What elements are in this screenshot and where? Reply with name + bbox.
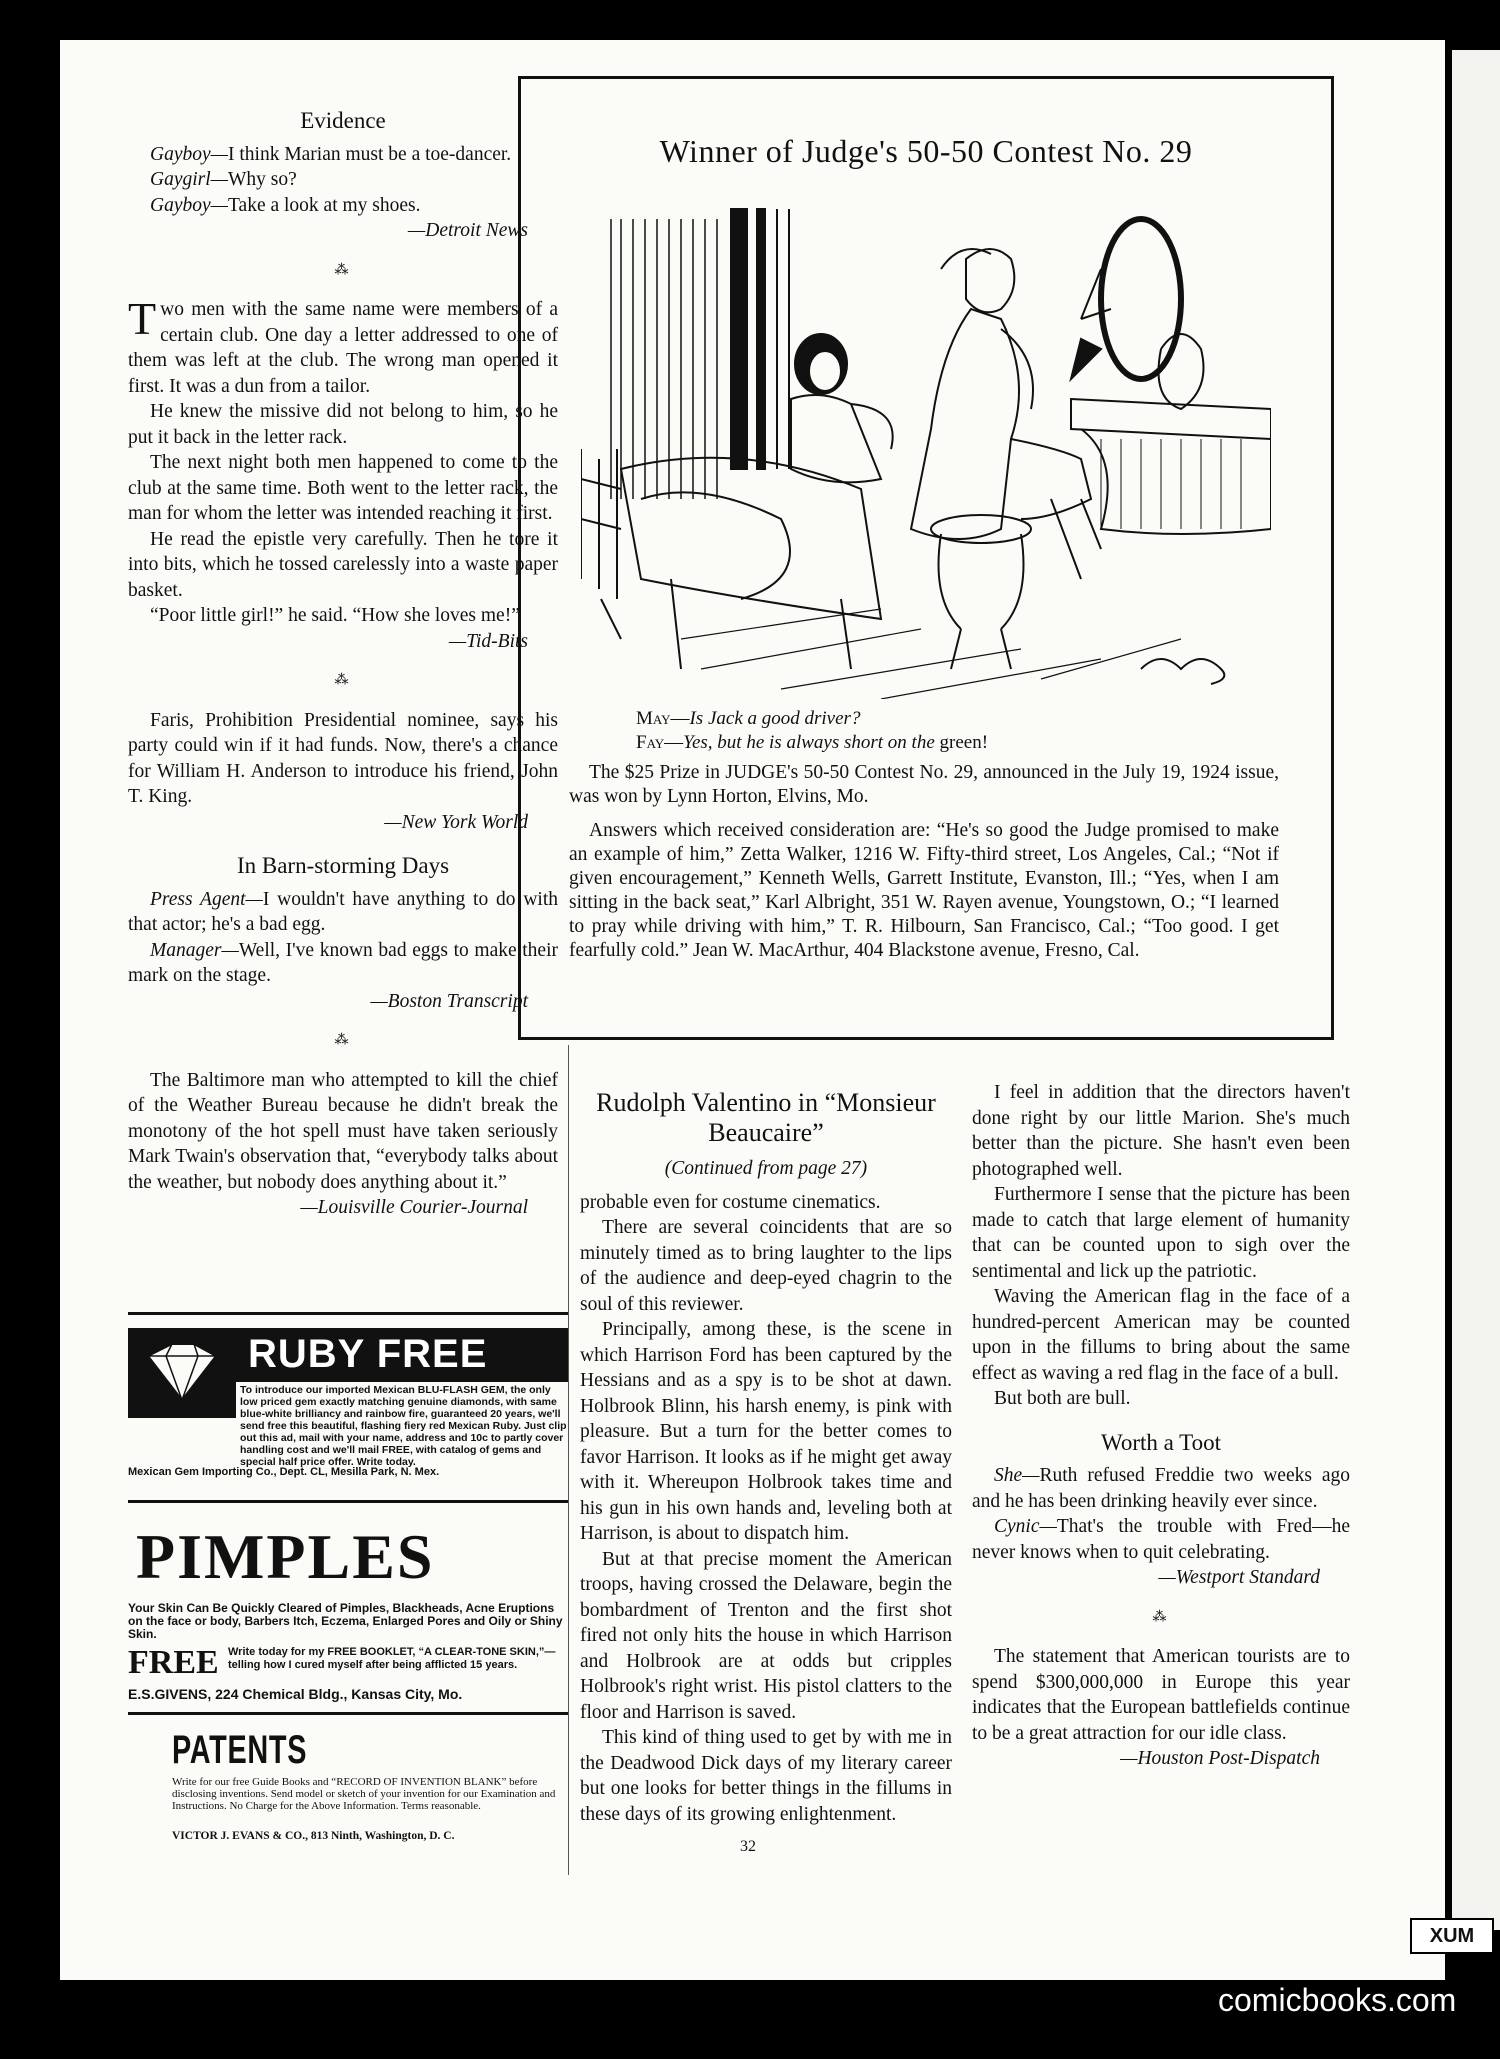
ruby-ad-company: Mexican Gem Importing Co., Dept. CL, Mesilla Park, N. Mex. [128, 1466, 440, 1478]
ornament-divider: ⁂ [334, 1033, 352, 1048]
source-credit: —Detroit News [407, 220, 528, 241]
gem-icon [128, 1328, 236, 1418]
valentino-p7: Waving the American flag in the face of a hundred-percent American may be counted upon in the fillums to bring about the same effect as waving a red flag in the face of a bull. [972, 1286, 1350, 1384]
tourists-paragraph: The statement that American tourists are to spend $300,000,000 in Europe this year indicates that the European battlefields continue to be a great attraction for our idle class. [972, 1646, 1350, 1744]
source-credit: —New York World [384, 811, 528, 833]
two-men-p3: The next night both men happened to come to the club at the same time. Both went to the letter rack, the man for whom the letter was intended reaching it first. [128, 452, 558, 524]
contest-prize: The $25 Prize in JUDGE's 50-50 Contest No. 29, announced in the July 19, 1924 issue, was won by Lynn Horton, Elvins, Mo. [569, 762, 1279, 807]
patents-ad-address: VICTOR J. EVANS & CO., 813 Ninth, Washington, D. C. [172, 1830, 455, 1842]
pimples-ad [128, 1520, 568, 1710]
valentino-p4: This kind of thing used to get by with me in the Deadwood Dick days of my literary career but one looks for better things in the fillums in these days of its growing enlightenment. [580, 1727, 952, 1825]
ornament-divider: ⁂ [334, 262, 352, 278]
patents-ad-body: Write for our free Guide Books and “RECORD OF INVENTION BLANK” before disclosing inventions. Send model or sketch of your invention for our Examination and Instructions. No Charge for the Above Information. Terms reasonable. [172, 1776, 556, 1812]
dialogue-line: Gaygirl—Why so? [150, 169, 297, 190]
pimples-ad-offer: Write today for my FREE BOOKLET, “A CLEAR-TONE SKIN,”—telling how I cured myself after being afflicted 15 years. [228, 1646, 556, 1671]
continued-note: (Continued from page 27) [664, 1158, 868, 1179]
toot-title: Worth a Toot [1100, 1429, 1222, 1455]
valentino-p3: But at that precise moment the American troops, having crossed the Delaware, begin the bombardment of Trenton and the first shot fired not only hits the house in which Harrison and Holbrook are at odds but cripples Holbrook's right wrist. His pistol clatters to the floor and Harrison is saved. [580, 1548, 952, 1723]
two-men-p4: He read the epistle very carefully. Then he tore it into bits, which he tossed carelessly into a waste paper basket. [128, 528, 558, 601]
dialogue-line: Gayboy—Take a look at my shoes. [150, 194, 421, 216]
pimples-ad-body: Your Skin Can Be Quickly Cleared of Pimples, Blackheads, Acne Eruptions on the face or body, Barbers Itch, Eczema, Enlarged Pores and Oily or Shiny Skin. [128, 1601, 563, 1641]
valentino-p5: I feel in addition that the directors haven't done right by our little Marion. She's much better than the picture. She hasn't even been photographed well. [972, 1082, 1350, 1180]
baltimore-paragraph: The Baltimore man who attempted to kill the chief of the Weather Bureau because he didn't break the monotony of the hot spell must have taken seriously Mark Twain's observation that, “everybody talks about the weather, but nobody does anything about it.” [128, 1069, 558, 1193]
valentino-p0: probable even for costume cinematics. [580, 1191, 881, 1213]
left-column [128, 108, 558, 1221]
valentino-title: Rudolph Valentino in “Monsieur Beaucaire” [596, 1088, 936, 1147]
archive-stamp: XUM [1410, 1918, 1494, 1954]
ornament-divider: ⁂ [334, 673, 352, 688]
two-men-p2: He knew the missive did not belong to him, so he put it back in the letter rack. [128, 401, 558, 448]
source-credit: —Westport Standard [1158, 1567, 1320, 1588]
barnstorming-title: In Barn-storming Days [236, 853, 450, 878]
patents-headline: PATENTS [172, 1728, 308, 1772]
source-credit: —Louisville Courier-Journal [300, 1197, 528, 1218]
page-number: 32 [740, 1838, 756, 1855]
dialogue-line: Press Agent—I wouldn't have anything to do with that actor; he's a bad egg. [128, 888, 558, 935]
ruby-banner: RUBY FREE [128, 1328, 568, 1382]
column-rule [568, 1045, 569, 1875]
cartoon-caption [636, 707, 1276, 755]
pimples-ad-address: E.S.GIVENS, 224 Chemical Bldg., Kansas City, Mo. [128, 1686, 463, 1702]
ad-top-rule [128, 1312, 568, 1315]
dialogue-line: Cynic—That's the trouble with Fred—he never knows when to quit celebrating. [972, 1516, 1350, 1563]
facing-page-edge [1448, 50, 1500, 1930]
ad-divider [128, 1500, 568, 1503]
valentino-p8: But both are bull. [994, 1388, 1131, 1409]
contest-answers: Answers which received consideration are: “He's so good the Judge promised to make an example of him,” Zetta Walker, 1216 W. Fifty-third street, Los Angeles, Cal.; “Not if given encouragement,” Kenneth Wells, Garrett Institute, Evanston, Ill.; “Yes, when I am sitting in the back seat,” Karl Albright, 351 W. Rayen avenue, Youngstown, O.; “I learned to pray while driving with him,” T. R. Hilbourn, San Francisco, Cal.; “Too good. I get fearfully cold.” Jean W. MacArthur, 404 Blackstone avenue, Fresno, Cal. [569, 820, 1279, 961]
patents-ad [128, 1728, 568, 1858]
ruby-ad [128, 1328, 568, 1483]
ornament-divider: ⁂ [1152, 1609, 1170, 1625]
valentino-p6: Furthermore I sense that the picture has been made to catch that large element of humanity that can be counted upon to sigh over the sentimental and lick up the patriotic. [972, 1184, 1350, 1282]
right-column [972, 1080, 1350, 1772]
dialogue-line: She—Ruth refused Freddie two weeks ago and he has been drinking heavily ever since. [972, 1465, 1350, 1512]
caption-line-fay: Fay—Yes, but he is always short on the green! [636, 732, 989, 753]
contest-body [569, 761, 1279, 973]
source-credit: —Boston Transcript [370, 990, 528, 1012]
source-credit: —Tid-Bits [448, 630, 528, 652]
ad-divider [128, 1712, 568, 1715]
contest-box [518, 76, 1334, 1040]
two-men-p5: “Poor little girl!” he said. “How she loves me!” [150, 605, 520, 626]
contest-title: Winner of Judge's 50-50 Contest No. 29 [659, 133, 1193, 169]
valentino-p1: There are several coincidents that are so minutely timed as to bring laughter to the lips of the audience and deep-eyed chagrin to the soul of this reviewer. [580, 1217, 952, 1315]
source-credit: —Houston Post-Dispatch [1120, 1748, 1320, 1769]
two-men-p1: Two men with the same name were members of a certain club. One day a letter addressed to one of them was left at the club. The wrong man opened it first. It was a dun from a tailor. [128, 293, 558, 397]
pimples-free: FREE [128, 1644, 219, 1681]
dialogue-line: Manager—Well, I've known bad eggs to make their mark on the stage. [128, 939, 558, 986]
pimples-headline: PIMPLES [136, 1521, 435, 1592]
caption-line-may: May—Is Jack a good driver? [636, 708, 861, 729]
watermark: comicbooks.com [1218, 1982, 1457, 2018]
faris-paragraph: Faris, Prohibition Presidential nominee, says his party could win if it had funds. Now, there's a chance for William H. Anderson to introduce his friend, John T. King. [128, 709, 558, 807]
middle-column [580, 1088, 952, 1827]
ruby-ad-body: To introduce our imported Mexican BLU-FLASH GEM, the only low priced gem exactly matching genuine diamonds, with same blue-white brilliancy and rainbow fire, guaranteed 20 years, we'll send free this beautiful, flashing fiery red Mexican Ruby. Just clip out this ad, mail with your name, address and 10c to partly cover handling cost and we'll mail FREE, with catalog of gems and special half price offer. Write today. [240, 1384, 567, 1468]
valentino-p2: Principally, among these, is the scene in which Harrison Ford has been captured by the Hessians and as a spy is to be shot at dawn. Holbrook Blinn, his harsh enemy, is pink with pleasure. But a turn for the better comes to favor Harrison. It looks as if he might get away with it. Whereupon Holbrook takes time and his gun in his own hands and, leveling both at Harrison, is about to dispatch him. [580, 1319, 952, 1544]
evidence-title: Evidence [300, 108, 386, 133]
cartoon-illustration [581, 199, 1271, 699]
dialogue-line: Gayboy—I think Marian must be a toe-dancer. [150, 143, 512, 165]
